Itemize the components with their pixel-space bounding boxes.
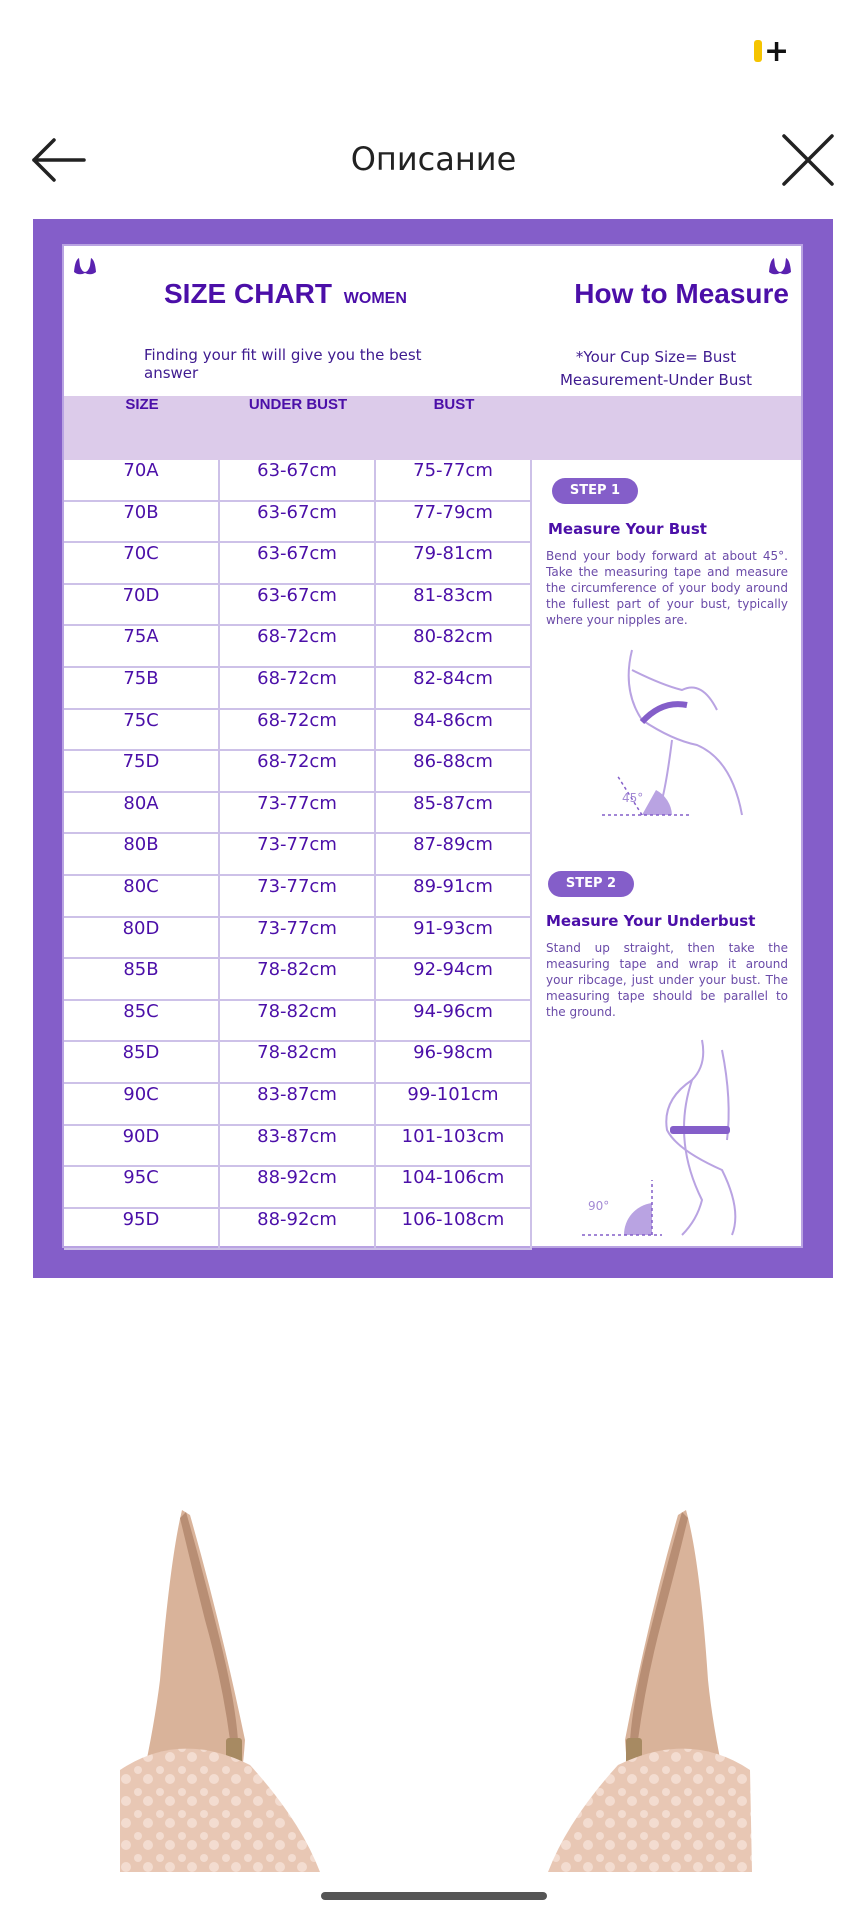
table-row — [64, 751, 532, 793]
step-2-text: Stand up straight, then take the measuring tape and wrap it around your ribcage, just under your bust. The measuring tape should be parallel to the ground. — [546, 941, 788, 1019]
bust-cell: 87-89cm — [376, 834, 532, 874]
size-cell: 80C — [64, 876, 220, 916]
step-1-text: Bend your body forward at about 45°. Take the measuring tape and measure the circumference of your body around the fullest part of your bust, typically where your nipples are. — [546, 549, 788, 627]
under-bust-cell: 73-77cm — [220, 876, 376, 916]
size-chart-title-text: SIZE CHART — [164, 278, 332, 309]
under-bust-cell: 83-87cm — [220, 1084, 376, 1124]
bust-cell: 94-96cm — [376, 1001, 532, 1041]
size-cell: 70B — [64, 502, 220, 542]
under-bust-cell: 68-72cm — [220, 710, 376, 750]
under-bust-cell: 78-82cm — [220, 959, 376, 999]
size-cell: 90D — [64, 1126, 220, 1166]
size-chart-sheet — [62, 244, 803, 1248]
bust-cell: 99-101cm — [376, 1084, 532, 1124]
bust-cell: 91-93cm — [376, 918, 532, 958]
bust-cell: 79-81cm — [376, 543, 532, 583]
size-table — [64, 460, 532, 1250]
table-row — [64, 834, 532, 876]
table-row — [64, 1084, 532, 1126]
table-row — [64, 876, 532, 918]
table-row — [64, 460, 532, 502]
bust-cell: 82-84cm — [376, 668, 532, 708]
size-cell: 95C — [64, 1167, 220, 1207]
under-bust-cell: 68-72cm — [220, 626, 376, 666]
step-1-pill: STEP 1 — [552, 478, 638, 504]
table-row — [64, 1126, 532, 1168]
table-row — [64, 626, 532, 668]
under-bust-cell: 88-92cm — [220, 1209, 376, 1249]
step-2-pill: STEP 2 — [548, 871, 634, 897]
table-row — [64, 668, 532, 710]
cup-size-formula: *Your Cup Size= Bust Measurement-Under Bust — [559, 348, 753, 389]
bust-cell: 96-98cm — [376, 1042, 532, 1082]
product-photo — [0, 1500, 867, 1872]
under-bust-cell: 73-77cm — [220, 793, 376, 833]
plus-icon: + — [764, 34, 790, 69]
measure-guide — [532, 460, 801, 1246]
size-chart-subtitle: WOMEN — [343, 290, 407, 307]
table-row — [64, 918, 532, 960]
table-row — [64, 793, 532, 835]
under-bust-cell: 63-67cm — [220, 543, 376, 583]
bust-cell: 81-83cm — [376, 585, 532, 625]
size-cell: 75C — [64, 710, 220, 750]
under-bust-cell: 68-72cm — [220, 751, 376, 791]
table-row — [64, 959, 532, 1001]
under-bust-cell: 73-77cm — [220, 918, 376, 958]
page-title: Описание — [350, 140, 517, 178]
table-row — [64, 1209, 532, 1251]
close-icon — [778, 130, 838, 190]
under-bust-cell: 63-67cm — [220, 460, 376, 500]
size-cell: 80D — [64, 918, 220, 958]
under-bust-cell: 63-67cm — [220, 502, 376, 542]
bust-cell: 104-106cm — [376, 1167, 532, 1207]
table-row — [64, 1167, 532, 1209]
home-indicator — [321, 1892, 547, 1900]
column-header-under-bust: UNDER BUST — [248, 396, 348, 413]
table-row — [64, 502, 532, 544]
table-row — [64, 1001, 532, 1043]
table-row — [64, 710, 532, 752]
bust-cell: 77-79cm — [376, 502, 532, 542]
size-cell: 90C — [64, 1084, 220, 1124]
size-chart-tagline: Finding your fit will give you the best answer — [144, 346, 422, 382]
bust-cell: 89-91cm — [376, 876, 532, 916]
angle-45-label: 45° — [622, 791, 644, 805]
table-row — [64, 543, 532, 585]
under-bust-cell: 68-72cm — [220, 668, 376, 708]
size-cell: 75A — [64, 626, 220, 666]
under-bust-cell: 73-77cm — [220, 834, 376, 874]
bust-cell: 84-86cm — [376, 710, 532, 750]
bust-cell: 86-88cm — [376, 751, 532, 791]
close-button[interactable] — [778, 130, 838, 190]
size-cell: 80B — [64, 834, 220, 874]
size-cell: 95D — [64, 1209, 220, 1249]
under-bust-cell: 83-87cm — [220, 1126, 376, 1166]
size-chart-title — [164, 278, 407, 310]
column-header-bust: BUST — [433, 396, 475, 413]
size-cell: 85D — [64, 1042, 220, 1082]
size-chart-image — [33, 219, 833, 1278]
size-cell: 70D — [64, 585, 220, 625]
step-1-heading: Measure Your Bust — [548, 520, 707, 538]
bra-icon — [767, 256, 793, 276]
status-badge — [754, 34, 790, 69]
size-cell: 85C — [64, 1001, 220, 1041]
table-row — [64, 1042, 532, 1084]
how-to-measure-title: How to Measure — [574, 278, 789, 309]
angle-90-label: 90° — [588, 1199, 610, 1213]
size-cell: 75D — [64, 751, 220, 791]
table-row — [64, 585, 532, 627]
bust-cell: 75-77cm — [376, 460, 532, 500]
under-bust-cell: 63-67cm — [220, 585, 376, 625]
bust-cell: 106-108cm — [376, 1209, 532, 1249]
status-indicator — [754, 40, 762, 62]
size-cell: 85B — [64, 959, 220, 999]
top-bar — [0, 120, 867, 200]
bust-cell: 101-103cm — [376, 1126, 532, 1166]
under-bust-cell: 78-82cm — [220, 1042, 376, 1082]
step-2-heading: Measure Your Underbust — [546, 912, 756, 930]
size-cell: 70C — [64, 543, 220, 583]
table-header — [64, 396, 801, 460]
under-bust-cell: 78-82cm — [220, 1001, 376, 1041]
size-cell: 80A — [64, 793, 220, 833]
size-cell: 70A — [64, 460, 220, 500]
under-bust-cell: 88-92cm — [220, 1167, 376, 1207]
bust-cell: 92-94cm — [376, 959, 532, 999]
bust-cell: 85-87cm — [376, 793, 532, 833]
column-header-size: SIZE — [125, 396, 159, 413]
bust-cell: 80-82cm — [376, 626, 532, 666]
bra-icon — [72, 256, 98, 276]
size-cell: 75B — [64, 668, 220, 708]
